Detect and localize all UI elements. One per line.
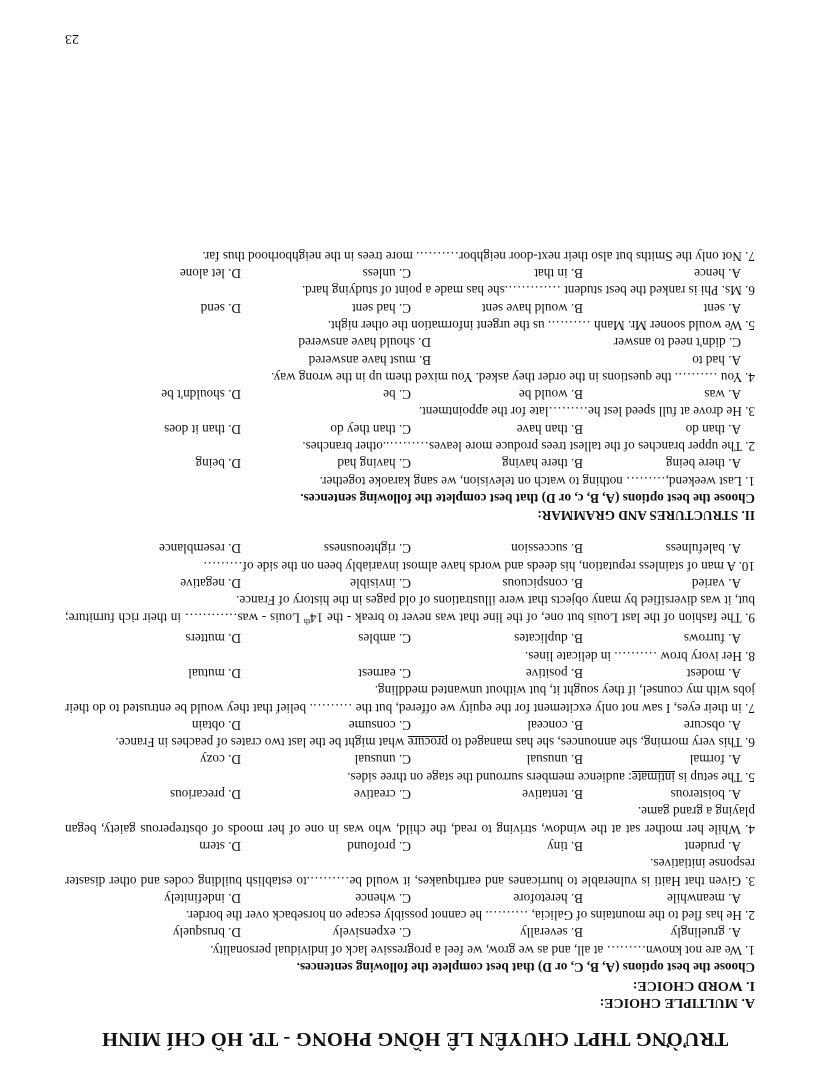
answer-option[interactable]: C. profound — [347, 838, 411, 854]
answer-option[interactable]: C. invisible — [350, 576, 411, 592]
answer-options — [65, 751, 755, 768]
answer-option[interactable]: D. brusquely — [172, 925, 241, 941]
answer-option[interactable]: C. had sent — [352, 300, 411, 316]
answer-option[interactable]: D. mutters — [185, 631, 241, 647]
answer-options — [65, 334, 755, 351]
answer-option[interactable]: D. precarious — [169, 787, 241, 803]
question-text-part: 5. The setup is — [675, 769, 755, 785]
answer-option[interactable]: B. duplicates — [514, 631, 583, 647]
question-text-part: 6. This very morning, she announces, she has managed to — [447, 735, 755, 751]
superscript: th — [303, 617, 311, 627]
question-text — [65, 768, 755, 785]
answer-option[interactable]: C. having had — [337, 456, 411, 472]
answer-option[interactable]: A. obscure — [683, 717, 741, 733]
answer-option[interactable]: C. didn't need to answer — [613, 335, 741, 351]
answer-option[interactable]: A. gruelingly — [670, 925, 741, 941]
answer-option[interactable]: A. furrows — [683, 631, 741, 647]
answer-option[interactable]: B. conceal — [527, 717, 583, 733]
question-text: 1. We are not known……… at all, and as we grow, we feel a progressive lack of individual personality. — [210, 942, 755, 958]
answer-option[interactable]: A. meanwhile — [667, 890, 741, 906]
question-text — [65, 592, 755, 630]
answer-options — [65, 455, 755, 472]
answer-options — [65, 265, 755, 282]
answer-option[interactable]: B. unusual — [526, 752, 583, 768]
question-text: 10. A man of stainless reputation, his deeds and words have almost invariably been on the side of……… — [203, 558, 755, 574]
question-content — [65, 247, 755, 976]
answer-option[interactable]: B. succession — [511, 541, 583, 557]
answer-option[interactable]: B. severally — [520, 925, 583, 941]
answer-option[interactable]: D. mutual — [188, 665, 241, 681]
answer-option[interactable]: A. prudent — [684, 838, 741, 854]
answer-options — [65, 630, 755, 647]
question-text: 4. While her mother sat at the window, striving to read, the child, who was in one of her moods of obstreperous gaiety, began playing a grand game. — [65, 804, 755, 837]
answer-option[interactable]: C. earnest — [358, 665, 411, 681]
answer-option[interactable]: A. boisterous — [670, 787, 741, 803]
question-text: 5. We would sooner Mr. Manh ………. us the urgent information the other night. — [327, 317, 755, 333]
question-text: 4. You ………. the questions in the order they asked. You mixed them up in the wrong way. — [271, 369, 755, 385]
answer-option[interactable]: D. send — [200, 300, 241, 316]
answer-options — [65, 575, 755, 592]
answer-option[interactable]: D. indefinitely — [164, 890, 241, 906]
answer-option[interactable]: B. would have sent — [481, 300, 583, 316]
underlined-word: intimate — [631, 769, 676, 785]
answer-option[interactable]: D. resemblance — [158, 541, 241, 557]
question-text-part: 9. The fashion of the last Louis but one, of the line that was never to break - the 14 — [310, 610, 755, 626]
answer-option[interactable]: C. ambles — [358, 631, 411, 647]
section-heading-a: A. MULTIPLE CHOICE: — [599, 995, 755, 1010]
answer-option[interactable]: C. than they do — [330, 421, 411, 437]
question-text-part: : audience members surround the stage on three sides. — [347, 769, 632, 785]
instruction-grammar: Choose the best options (A, B, c, or D) that best complete the following sentences. — [300, 490, 755, 506]
answer-option[interactable]: C. unusual — [354, 752, 411, 768]
answer-option[interactable]: A. varied — [691, 576, 741, 592]
word-choice-list — [65, 540, 755, 959]
answer-option[interactable]: A. hence — [694, 266, 741, 282]
answer-options — [65, 838, 755, 855]
answer-option[interactable]: D. being — [195, 456, 241, 472]
answer-option[interactable]: A. sent — [703, 300, 741, 316]
page-title: TRƯỜNG THPT CHUYÊN LÊ HỒNG PHONG - TP. HỒ CHÍ MINH — [101, 1028, 729, 1050]
answer-option[interactable]: C. whence — [355, 890, 411, 906]
instruction-word-choice: Choose the best options (A, B, C, or D) that best complete the following sentences. — [296, 960, 755, 975]
answer-options — [65, 665, 755, 682]
answer-option[interactable]: B. tiny — [547, 838, 583, 854]
answer-options — [65, 386, 755, 403]
answer-option[interactable]: B. heretofore — [513, 890, 583, 906]
answer-option[interactable]: B. would be — [518, 387, 583, 403]
question-text-part: what might be the last two crates of peaches in France. — [115, 735, 408, 751]
question-text: 8. Her ivory brow ………. in delicate lines. — [525, 648, 755, 664]
answer-options — [65, 924, 755, 941]
question-text: 1. Last weekend,……… nothing to watch on television, we sang karaoke together. — [319, 473, 755, 489]
question-text: 6. Ms. Phi is ranked the best student ………….she has made a point of studying hard. — [301, 283, 755, 299]
answer-option[interactable]: C. unless — [362, 266, 411, 282]
answer-option[interactable]: D. obtain — [191, 717, 241, 733]
answer-options — [65, 299, 755, 316]
question-text: 2. He has fled to the mountains of Galicia, ………. he cannot possibly escape on horseback over the border. — [185, 908, 755, 924]
answer-option[interactable]: D. cozy — [199, 752, 241, 768]
answer-options — [65, 786, 755, 803]
answer-option[interactable]: B. positive — [525, 665, 583, 681]
answer-option[interactable]: C. expensively — [332, 925, 411, 941]
answer-options — [65, 540, 755, 557]
answer-option[interactable]: C. righteousness — [323, 541, 411, 557]
section-heading-grammar: II. STRUCTURES AND GRAMMAR: — [537, 508, 755, 524]
question-text — [65, 734, 755, 751]
answer-option[interactable]: D. should have answered — [298, 335, 431, 351]
underlined-word: procure — [407, 735, 448, 751]
question-text: 7. Not only the Smiths but also their next-door neighbor………. more trees in the neighborhood thus far. — [202, 248, 755, 264]
answer-options — [65, 420, 755, 437]
answer-option[interactable]: A. had to — [692, 352, 741, 368]
answer-options — [65, 717, 755, 734]
answer-option[interactable]: B. than have — [516, 421, 583, 437]
answer-option[interactable]: D. shouldn't be — [161, 387, 241, 403]
answer-option[interactable]: C. be — [383, 387, 411, 403]
answer-option[interactable]: B. must have answered — [308, 352, 431, 368]
answer-option[interactable]: A. balefulness — [665, 541, 741, 557]
answer-option[interactable]: A. there being — [665, 456, 741, 472]
answer-option[interactable]: B. there having — [502, 456, 583, 472]
section-heading-word-choice: I. WORD CHOICE: — [632, 978, 755, 993]
page-number: 23 — [65, 31, 79, 46]
question-text: 3. Given that Haiti is vulnerable to hurricanes and earthquakes, it would be……….to establish building codes and other disaster response initiatives. — [65, 856, 755, 889]
answer-option[interactable]: A. than do — [685, 421, 741, 437]
answer-option[interactable]: B. conspicuous — [502, 576, 583, 592]
question-text: 7. in their eyes, I saw not only excitement for the equity we offered, but the ………. belief that they would be entrusted to do their jobs with my counsel, if they sought it, but without unwanted meddling. — [65, 683, 755, 716]
question-text: 3. He drove at full speed lest he………late for the appointment. — [418, 404, 755, 420]
answer-option[interactable]: C. consume — [348, 717, 411, 733]
answer-option[interactable]: A. was — [704, 387, 741, 403]
answer-option[interactable]: D. negative — [180, 576, 241, 592]
answer-option[interactable]: B. tentative — [522, 787, 583, 803]
answer-options — [65, 351, 755, 368]
answer-option[interactable]: B. in that — [534, 266, 583, 282]
answer-option[interactable]: C. creative — [353, 787, 411, 803]
answer-option[interactable]: D. let alone — [179, 266, 241, 282]
question-text: 2. The upper branches of the tallest trees produce more leaves………..other branches. — [302, 439, 755, 454]
answer-option[interactable]: D. stern — [199, 838, 241, 854]
answer-option[interactable]: A. modest — [686, 665, 741, 681]
grammar-list — [65, 247, 755, 489]
question-text-part: Louis - was………… in their rich furniture; but, it was diversified by many objects that were illustrations of old pages in the history of France. — [65, 593, 755, 626]
answer-options — [65, 890, 755, 907]
answer-option[interactable]: A. formal — [689, 752, 741, 768]
answer-option[interactable]: D. than it does — [164, 421, 241, 437]
